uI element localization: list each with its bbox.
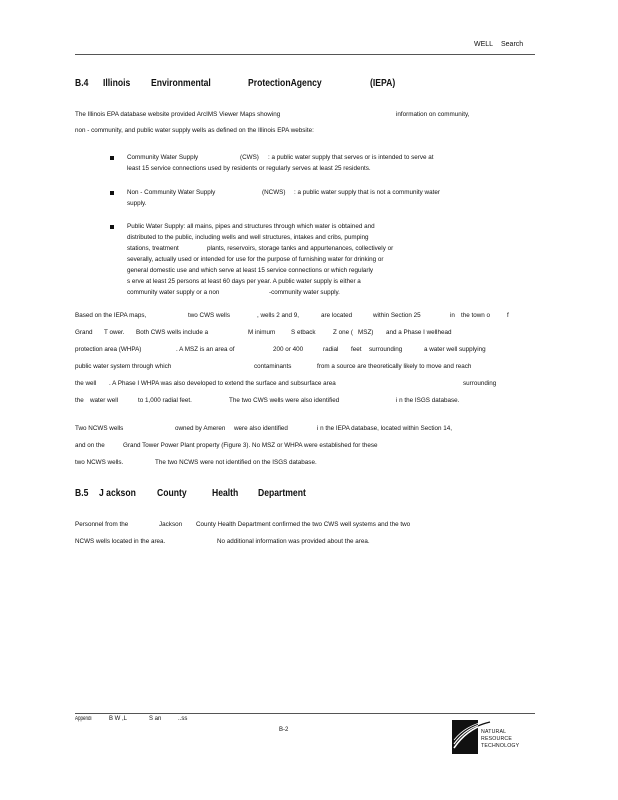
header-rule <box>75 54 535 55</box>
text-run: -community water supply. <box>269 289 340 296</box>
text-run: general domestic use and which serve at least 15 service connections or which regularly <box>127 267 374 274</box>
logo-text-line: TECHNOLOGY <box>481 743 520 749</box>
logo-text-line: NATURAL <box>481 729 507 735</box>
text-run: . A Phase I WHPA was also developed to extend the surface and subsurface area <box>109 380 336 387</box>
text-run: (NCWS) <box>262 189 286 196</box>
heading-word: Health <box>212 487 239 499</box>
heading-word: J ackson <box>99 487 136 499</box>
text-run: The Illinois EPA database website provided ArcIMS Viewer Maps showing <box>75 111 281 118</box>
text-run: plants, reservoirs, storage tanks and appurtenances, collectively or <box>207 245 394 252</box>
header-left-text: WELL <box>474 41 494 48</box>
text-run: are located <box>321 312 353 319</box>
text-run: surrounding <box>369 346 403 353</box>
text-run: water well <box>90 397 118 404</box>
heading-word: Environmental <box>151 77 211 89</box>
text-run: Community Water Supply <box>127 154 199 161</box>
text-run: were also identified <box>234 425 288 432</box>
section-number: B.5 <box>75 487 89 499</box>
text-run: public water system through which <box>75 363 172 370</box>
text-run: severally, actually used or intended for use for the purpose of furnishing water for drinking or <box>127 256 384 263</box>
text-run: Two NCWS wells <box>75 425 124 432</box>
text-run: surrounding <box>463 380 497 387</box>
heading-word: Illinois <box>103 77 131 89</box>
footer-text-run: B W ,L <box>109 716 128 722</box>
text-run: community water supply or a non <box>127 289 220 296</box>
text-run: distributed to the public, including wells and well structures, intakes and cribs, pumping <box>127 234 369 241</box>
text-run: The two CWS wells were also identified <box>229 397 340 404</box>
text-run: Personnel from the <box>75 521 129 528</box>
heading-word: ProtectionAgency <box>248 77 322 89</box>
text-run: Z one ( <box>333 329 353 336</box>
text-run: Jackson <box>159 521 183 528</box>
text-run: within Section 25 <box>373 312 421 319</box>
text-run: protection area (WHPA) <box>75 346 142 353</box>
text-run: : a public water supply that serves or is intended to serve at <box>268 154 434 161</box>
text-run: : a public water supply that is not a community water <box>294 189 440 196</box>
text-run: a water well supplying <box>424 346 486 353</box>
text-run: S etback <box>291 329 316 336</box>
bullet-square-icon <box>110 191 114 195</box>
text-run: to 1,000 radial feet. <box>138 397 192 404</box>
footer-appendix-label: Appendi <box>75 716 92 722</box>
bullet-square-icon <box>110 156 114 160</box>
text-run: stations, treatment <box>127 245 179 252</box>
text-run: 200 or 400 <box>273 346 304 353</box>
text-run: the well <box>75 380 97 387</box>
text-run: from a source are theoretically likely to move and reach <box>317 363 472 370</box>
text-run: Grand <box>75 329 93 336</box>
page-number: B-2 <box>279 727 289 733</box>
text-run: The two NCWS were not identified on the ISGS database. <box>155 459 317 466</box>
heading-word: (IEPA) <box>370 77 396 89</box>
text-run: M inimum <box>248 329 276 336</box>
text-run: Non - Community Water Supply <box>127 189 216 196</box>
text-run: non - community, and public water supply wells as defined on the Illinois EPA website: <box>75 127 314 134</box>
text-run: owned by Ameren <box>175 425 226 432</box>
text-run: in <box>450 312 455 319</box>
bullet-square-icon <box>110 225 114 229</box>
text-run: T ower. <box>104 329 125 336</box>
text-run: County Health Department confirmed the two CWS well systems and the two <box>196 521 411 528</box>
text-run: s erve at least 25 persons at least 60 days per year. A public water supply is either a <box>127 278 361 285</box>
text-run: feet <box>351 346 362 353</box>
text-run: two NCWS wells. <box>75 459 124 466</box>
text-run: NCWS wells located in the area. <box>75 538 166 545</box>
text-run: and on the <box>75 442 105 449</box>
footer-rule <box>75 713 535 714</box>
text-run: i n the IEPA database, located within Section 14, <box>317 425 453 432</box>
text-run: No additional information was provided about the area. <box>217 538 370 545</box>
text-run: and a Phase I wellhead <box>386 329 452 336</box>
company-logo <box>452 718 530 756</box>
text-run: two CWS wells <box>188 312 230 319</box>
text-run: MSZ) <box>358 329 374 336</box>
header-right-text: Search <box>501 41 524 48</box>
text-run: Public Water Supply: all mains, pipes and structures through which water is obtained and <box>127 223 375 230</box>
heading-word: Department <box>258 487 306 499</box>
text-run: Grand Tower Power Plant property (Figure 3). No MSZ or WHPA were established for these <box>123 442 378 449</box>
text-run: the town o <box>461 312 491 319</box>
text-run: i n the ISGS database. <box>396 397 460 404</box>
text-run: . A MSZ is an area of <box>176 346 235 353</box>
text-run: the <box>75 397 84 404</box>
text-run: Both CWS wells include a <box>136 329 209 336</box>
text-run: , wells 2 and 9, <box>257 312 300 319</box>
footer-text-run: ..ss <box>178 716 188 722</box>
logo-text-line: RESOURCE <box>481 736 513 742</box>
text-run: supply. <box>127 200 147 207</box>
text-run: least 15 service connections used by residents or regularly serves at least 25 residents. <box>127 165 371 172</box>
text-run: information on community, <box>396 111 470 118</box>
text-run: Based on the IEPA maps, <box>75 312 147 319</box>
text-run: radial <box>323 346 339 353</box>
text-run: (CWS) <box>240 154 259 161</box>
section-number: B.4 <box>75 77 89 89</box>
heading-word: County <box>157 487 187 499</box>
text-run: contaminants <box>254 363 292 370</box>
text-run: f <box>507 312 509 319</box>
footer-text-run: S an <box>149 716 162 722</box>
